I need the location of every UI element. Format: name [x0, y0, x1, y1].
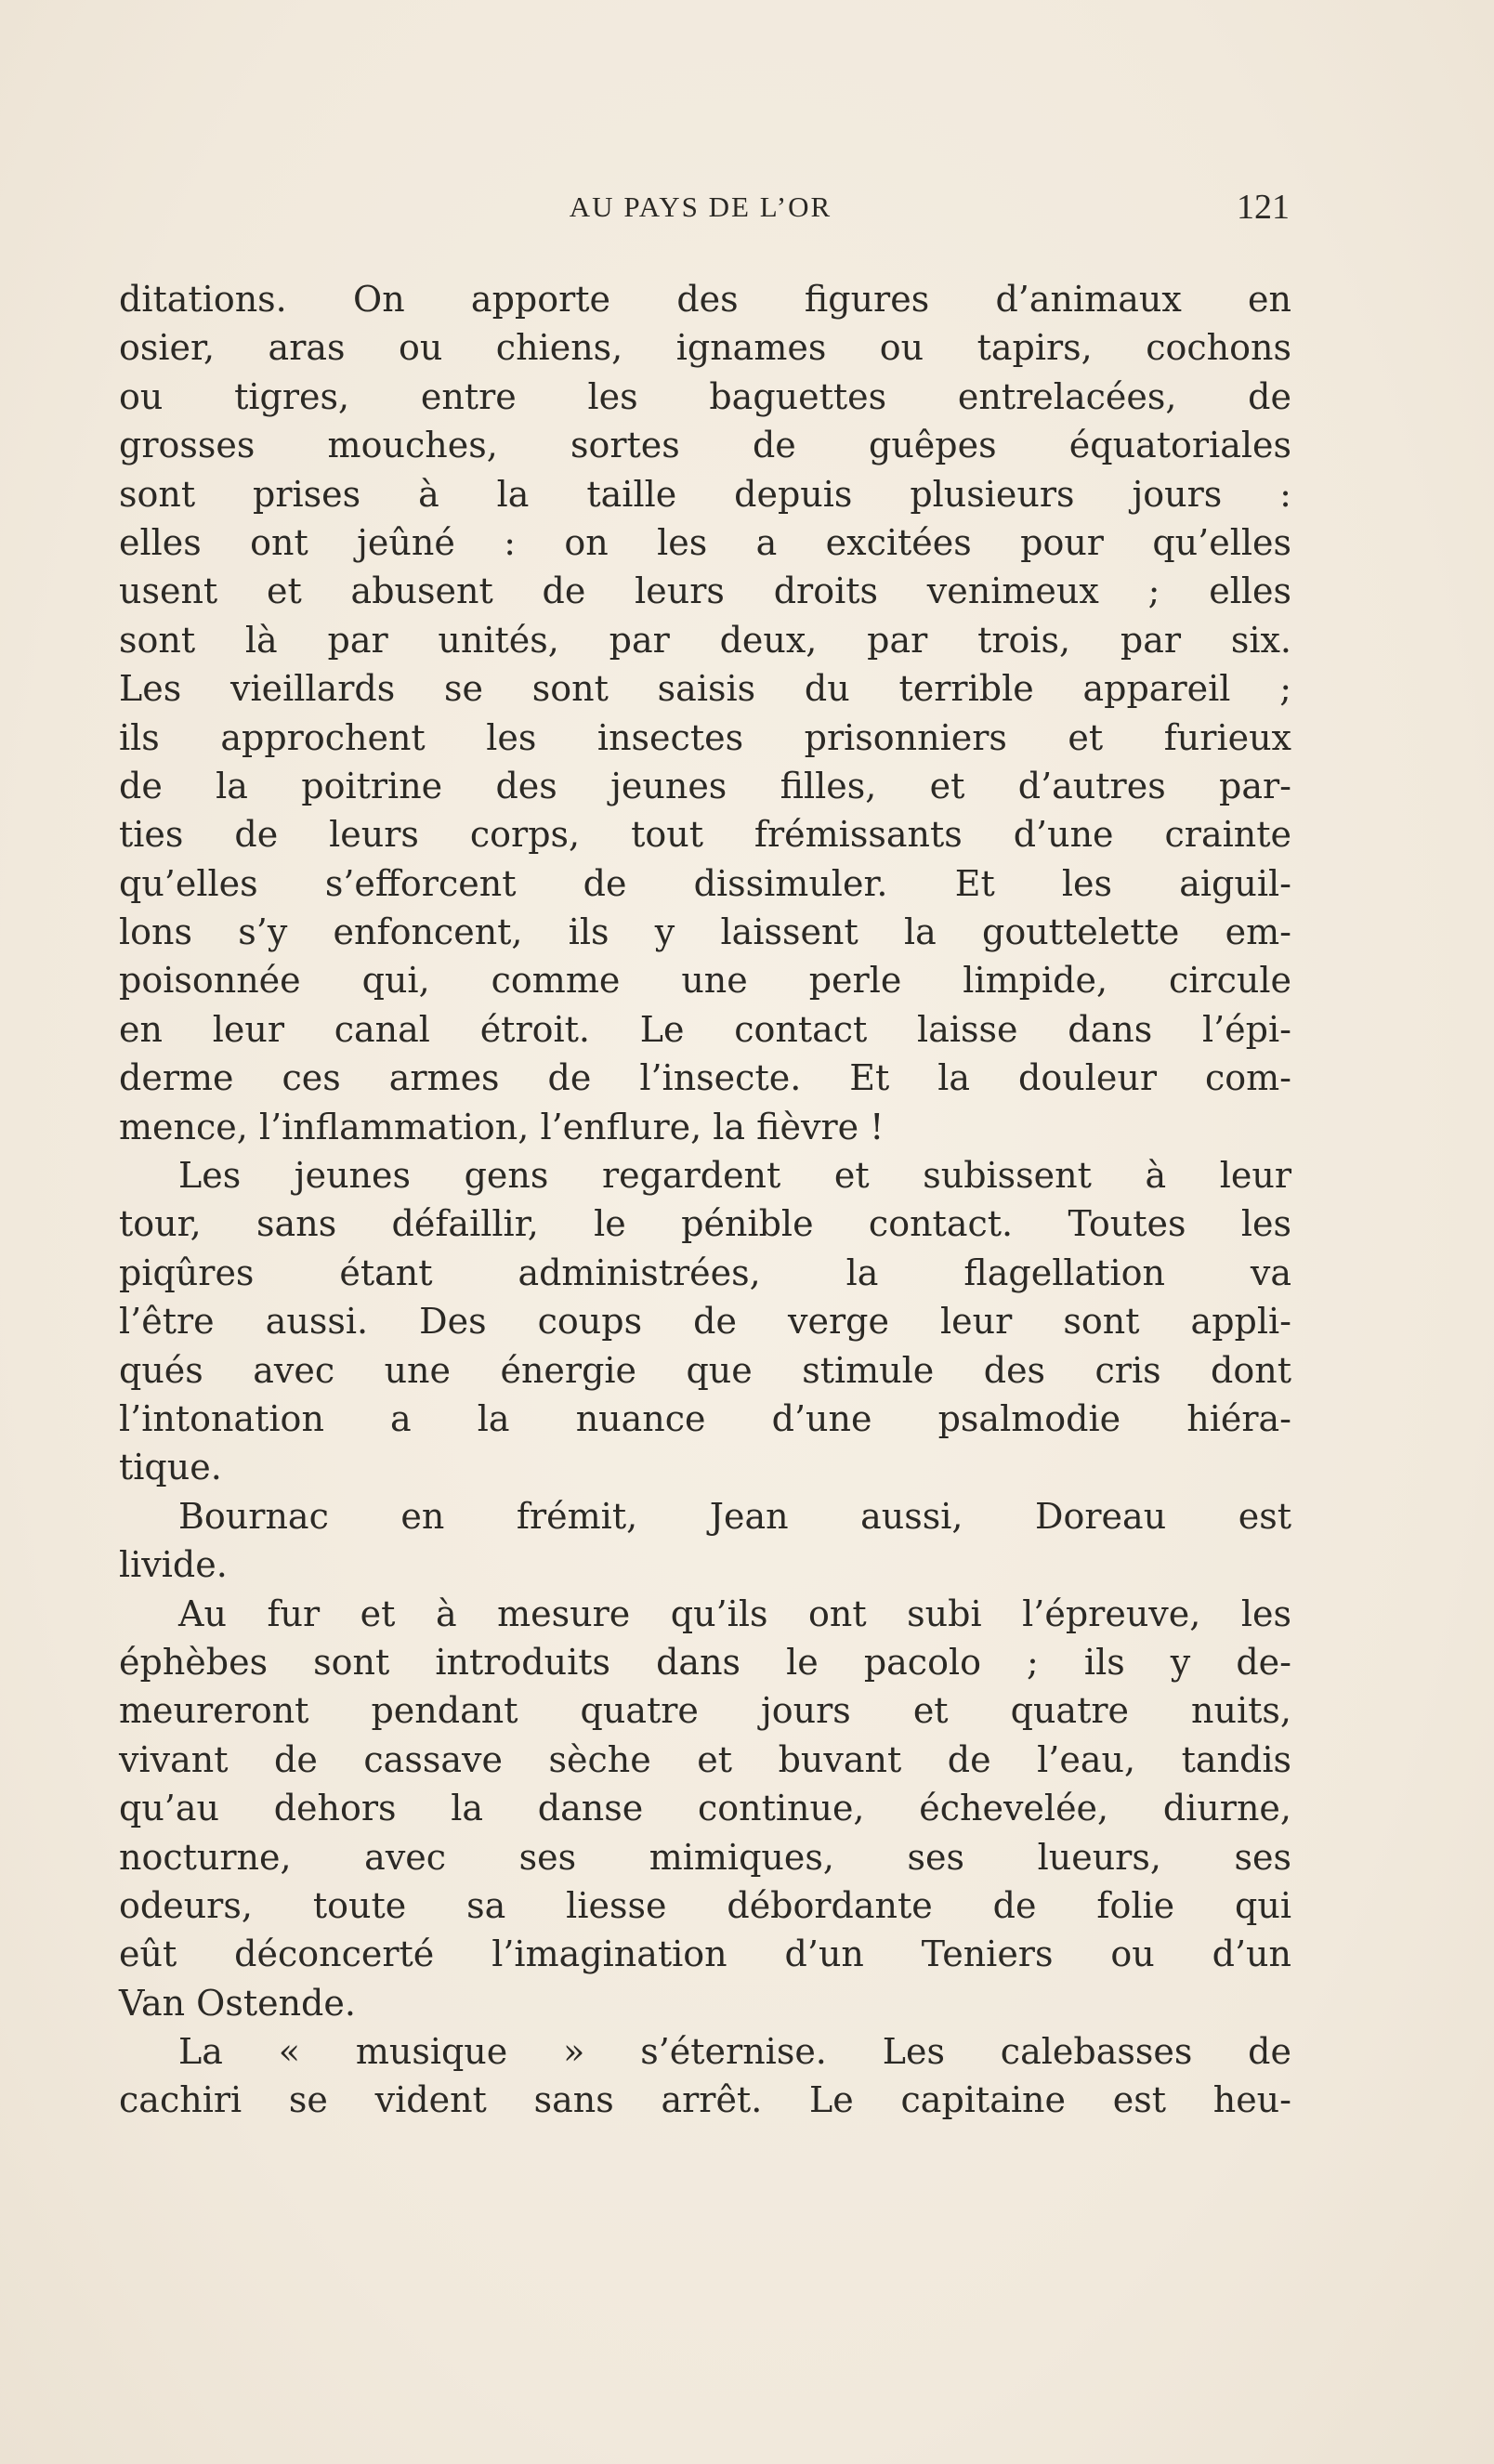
text-line: Bournac en frémit, Jean aussi, Doreau est — [178, 1495, 1291, 1537]
text-line: usent et abusent de leurs droits venimeux ; elles — [119, 570, 1291, 612]
running-title: AU PAYS DE L’OR — [569, 190, 832, 223]
text-line: qu’au dehors la danse continue, échevelée, diurne, — [119, 1788, 1291, 1829]
text-line: cachiri se vident sans arrêt. Le capitaine est heu- — [119, 2079, 1291, 2121]
text-line: de la poitrine des jeunes filles, et d’autres par- — [119, 765, 1291, 806]
text-line: derme ces armes de l’insecte. Et la douleur com- — [119, 1057, 1291, 1099]
text-line: piqûres étant administrées, la flagellation va — [119, 1252, 1291, 1293]
text-line: osier, aras ou chiens, ignames ou tapirs, cochons — [119, 327, 1291, 369]
text-line: eût déconcerté l’imagination d’un Teniers ou d’un — [119, 1933, 1291, 1975]
text-line: l’intonation a la nuance d’une psalmodie hiéra- — [119, 1397, 1291, 1439]
text-line: ditations. On apporte des figures d’animaux en — [119, 279, 1291, 320]
text-line: éphèbes sont introduits dans le pacolo ; ils y de- — [119, 1641, 1291, 1683]
text-line: ou tigres, entre les baguettes entrelacées, de — [119, 375, 1291, 417]
text-line: lons s’y enfoncent, ils y laissent la gouttelette em- — [119, 911, 1291, 953]
text-line: Van Ostende. — [119, 1982, 356, 2024]
text-line: en leur canal étroit. Le contact laisse dans l’épi- — [119, 1008, 1291, 1050]
text-line: Au fur et à mesure qu’ils ont subi l’épreuve, les — [178, 1592, 1291, 1634]
text-line: sont prises à la taille depuis plusieurs jours : — [119, 473, 1291, 515]
text-line: nocturne, avec ses mimiques, ses lueurs, ses — [119, 1836, 1291, 1878]
text-line: qués avec une énergie que stimule des cris dont — [119, 1349, 1291, 1391]
text-line: qu’elles s’efforcent de dissimuler. Et les aiguil- — [119, 862, 1291, 904]
text-line: Les vieillards se sont saisis du terrible appareil ; — [119, 668, 1291, 710]
text-line: livide. — [119, 1544, 228, 1586]
text-line: odeurs, toute sa liesse débordante de folie qui — [119, 1884, 1291, 1926]
page-header — [119, 184, 1290, 230]
body-text — [119, 275, 1291, 2125]
text-line: ils approchent les insectes prisonniers et furieux — [119, 716, 1291, 758]
text-line: Les jeunes gens regardent et subissent à leur — [178, 1155, 1291, 1197]
text-line: meureront pendant quatre jours et quatre nuits, — [119, 1690, 1291, 1732]
text-line: La « musique » s’éternise. Les calebasses de — [178, 2031, 1291, 2073]
text-line: mence, l’inflammation, l’enflure, la fièvre ! — [119, 1106, 885, 1147]
text-line: sont là par unités, par deux, par trois, par six. — [119, 619, 1291, 661]
text-line: vivant de cassave sèche et buvant de l’eau, tandis — [119, 1738, 1291, 1780]
text-line: ties de leurs corps, tout frémissants d’une crainte — [119, 814, 1291, 856]
text-line: tour, sans défaillir, le pénible contact. Toutes les — [119, 1203, 1291, 1245]
page-number: 121 — [1237, 188, 1290, 227]
text-line: grosses mouches, sortes de guêpes équatoriales — [119, 425, 1291, 466]
text-line: l’être aussi. Des coups de verge leur sont appli- — [119, 1301, 1291, 1343]
text-line: elles ont jeûné : on les a excitées pour qu’elles — [119, 521, 1291, 563]
text-line: tique. — [119, 1447, 222, 1488]
text-line: poisonnée qui, comme une perle limpide, circule — [119, 960, 1291, 1002]
